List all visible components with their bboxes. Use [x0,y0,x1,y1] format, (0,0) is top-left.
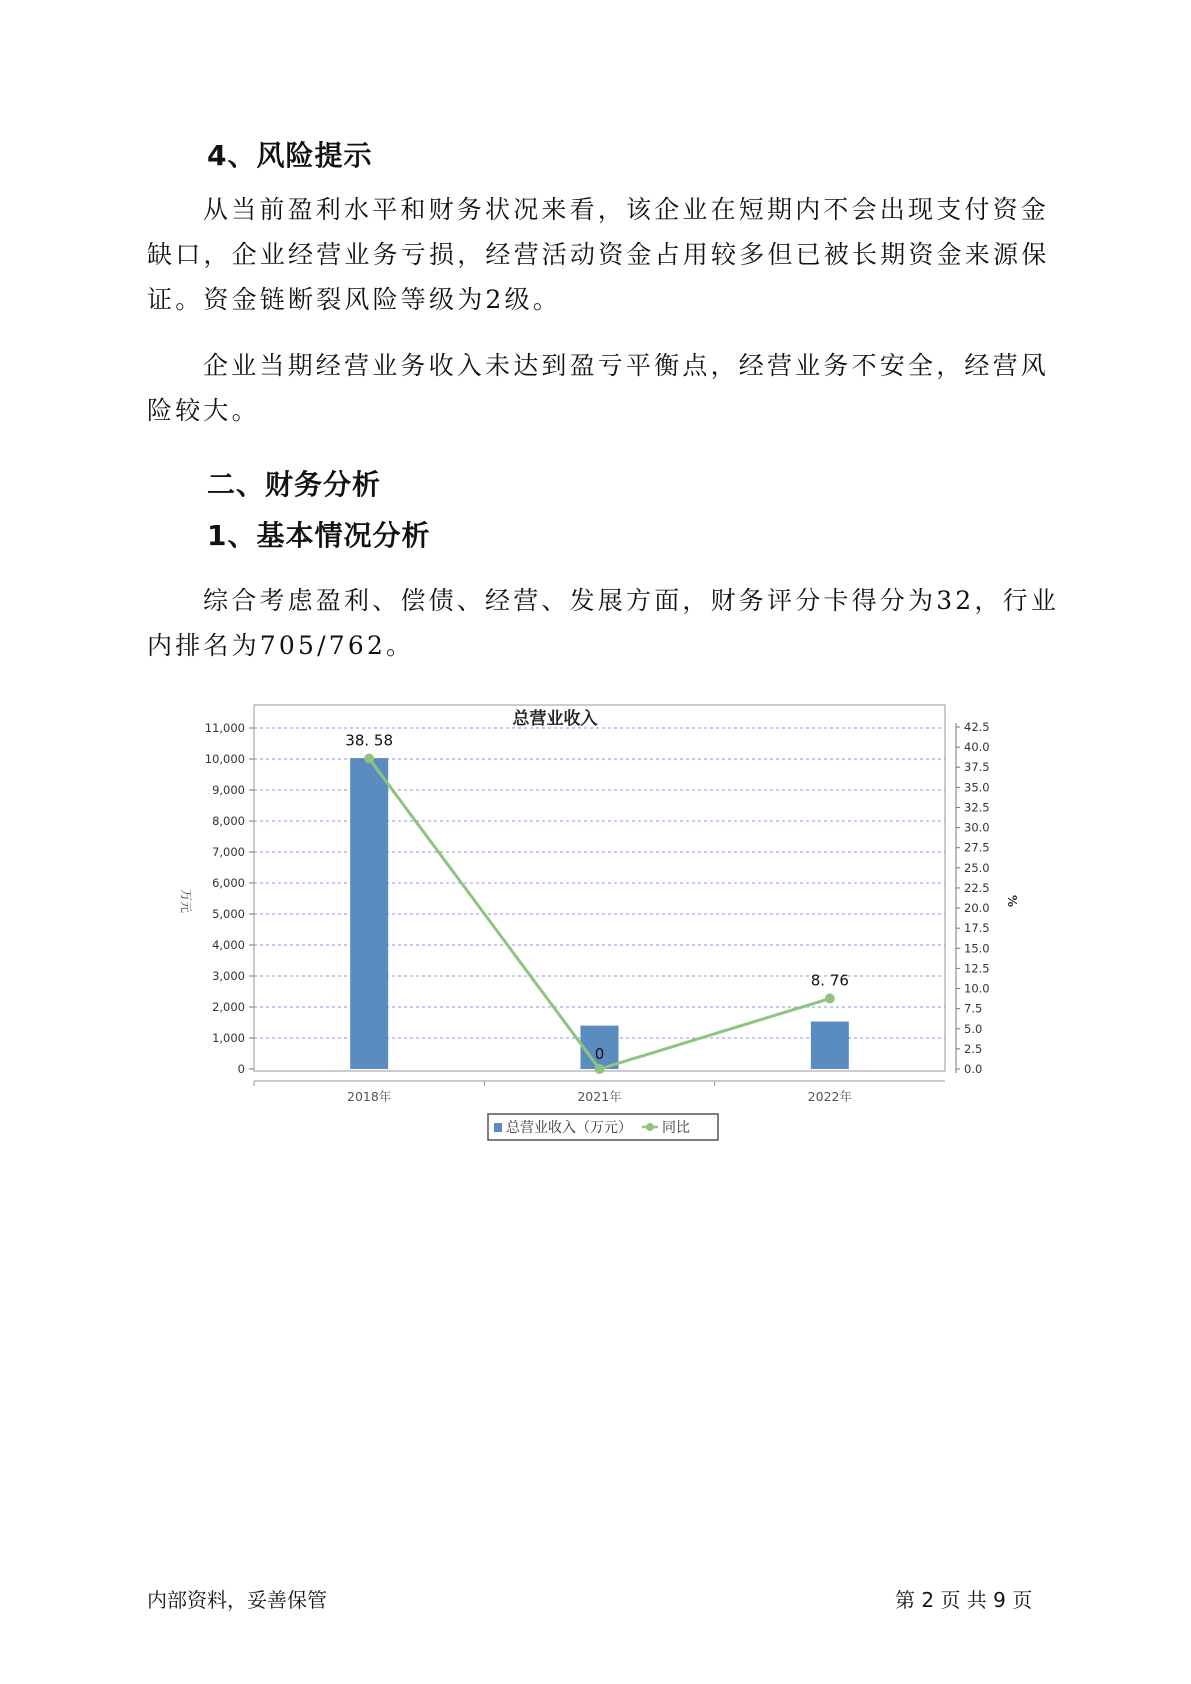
left-axis-tick-label: 11,000 [204,721,245,735]
risk-paragraph-2-line: 企业当期经营业务收入未达到盈亏平衡点，经营业务不安全，经营风 [203,351,1050,380]
left-axis-tick-label: 4,000 [212,938,245,952]
yoy-point [364,754,374,764]
right-axis-tick-label: 35.0 [964,780,990,795]
risk-paragraph-1-line: 从当前盈利水平和财务状况来看，该企业在短期内不会出现支付资金 [203,195,1050,224]
right-axis-tick-label: 22.5 [964,880,990,895]
x-axis-tick-label: 2018年 [347,1089,392,1104]
right-axis-tick-label: 17.5 [964,921,990,936]
basic-paragraph [147,578,1060,668]
right-axis-tick-label: 20.0 [964,901,990,916]
right-axis-tick-label: 37.5 [964,760,990,775]
risk-paragraph-2-line: 险较大。 [147,396,260,425]
x-axis-tick-label: 2021年 [577,1089,622,1104]
legend-line-marker [646,1123,654,1131]
revenue-bar [811,1022,849,1069]
left-axis-tick-label: 7,000 [212,845,245,859]
right-axis-tick-label: 5.0 [964,1021,983,1036]
basic-paragraph-line: 综合考虑盈利、偿债、经营、发展方面，财务评分卡得分为32，行业 [203,586,1060,615]
left-axis-label: 万元 [179,888,193,914]
right-axis-tick-label: 32.5 [964,800,990,815]
chart-title: 总营业收入 [512,709,598,729]
basic-paragraph-line: 内排名为705/762。 [147,631,415,660]
legend-bar-swatch [494,1123,502,1132]
legend-bar-label: 总营业收入（万元） [506,1120,632,1136]
right-axis-tick-label: 7.5 [964,1001,983,1016]
left-axis-tick-label: 10,000 [204,752,245,766]
left-axis-tick-label: 0 [237,1062,245,1076]
legend-line-label: 同比 [662,1120,690,1136]
right-axis-tick-label: 2.5 [964,1041,983,1056]
risk-heading: 4、风险提示 [207,139,373,172]
basic-heading: 1、基本情况分析 [207,519,431,552]
right-axis-tick-label: 0.0 [964,1062,983,1076]
yoy-data-label: 8. 76 [810,971,849,990]
left-axis-tick-label: 1,000 [212,1031,245,1045]
yoy-data-label: 38. 58 [345,731,394,750]
yoy-data-label: 0 [594,1045,605,1063]
right-axis-tick-label: 10.0 [964,981,990,996]
right-axis-tick-label: 25.0 [964,860,990,875]
left-axis-tick-label: 5,000 [212,907,245,921]
x-axis-tick-label: 2022年 [807,1089,852,1104]
footer-confidential-note: 内部资料，妥善保管 [147,1588,327,1612]
right-axis-tick-label: 42.5 [964,720,990,734]
left-axis-tick-label: 6,000 [212,876,245,890]
right-axis-tick-label: 40.0 [964,740,990,755]
left-axis-tick-label: 8,000 [212,814,245,828]
yoy-point [595,1064,605,1074]
risk-paragraph-1 [147,187,1050,322]
left-axis-tick-label: 3,000 [212,969,245,983]
right-axis-tick-label: 15.0 [964,941,990,956]
revenue-chart [170,688,1050,1148]
left-axis-tick-label: 9,000 [212,783,245,797]
right-axis-label: % [1005,894,1019,908]
risk-paragraph-1-line: 缺口，企业经营业务亏损，经营活动资金占用较多但已被长期资金来源保 [147,240,1050,269]
right-axis-tick-label: 27.5 [964,840,990,855]
footer-page-number: 第 2 页 共 9 页 [895,1588,1033,1612]
risk-paragraph-2 [147,343,1050,433]
right-axis-tick-label: 12.5 [964,961,990,976]
right-axis-tick-label: 30.0 [964,820,990,835]
revenue-bar [350,758,388,1069]
risk-paragraph-1-line: 证。资金链断裂风险等级为2级。 [147,285,561,314]
left-axis-tick-label: 2,000 [212,1000,245,1014]
finance-heading: 二、财务分析 [207,468,382,501]
yoy-point [825,994,835,1004]
